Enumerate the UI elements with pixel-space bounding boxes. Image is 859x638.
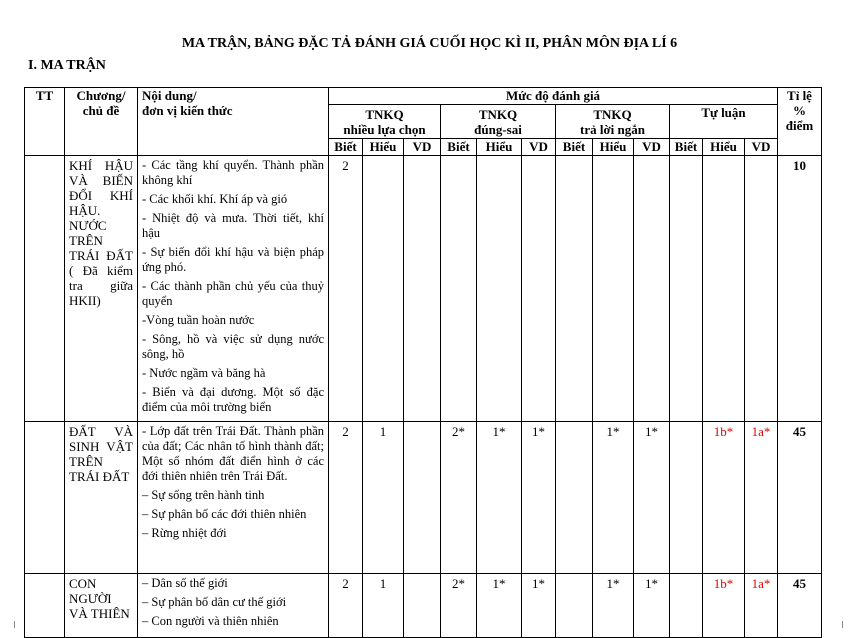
cell-count (556, 156, 593, 422)
content-item: - Các tầng khí quyển. Thành phần không khí (142, 158, 324, 187)
group-essay-line1: Tự luận (701, 105, 746, 120)
header-content-line2: đơn vị kiến thức (142, 103, 233, 118)
group-short-line2: trả lời ngắn (580, 121, 645, 137)
content-item: – Con người và thiên nhiên (142, 614, 279, 628)
header-tt: TT (25, 88, 65, 156)
row-chapter: KHÍ HẬU VÀ BIẾN ĐỔI KHÍ HẬU. NƯỚC TRÊN TRÁI ĐẤT ( Đã kiểm tra giữa HKII) (65, 156, 138, 422)
content-item: – Dân số thế giới (142, 576, 228, 590)
row-content (138, 156, 329, 422)
cell-count (556, 422, 593, 574)
sub-header: Hiểu (363, 139, 404, 156)
cell-count: 2* (441, 422, 477, 574)
sub-header: Biết (670, 139, 703, 156)
content-item: – Rừng nhiệt đới (142, 526, 227, 540)
cell-count: 2 (329, 422, 363, 574)
cell-count (522, 156, 556, 422)
table-row (25, 422, 822, 574)
content-item: -Vòng tuần hoàn nước (142, 313, 255, 327)
cell-count: 1* (522, 422, 556, 574)
cell-count: 1 (363, 422, 404, 574)
header-chapter (65, 88, 138, 156)
cell-count: 2 (329, 574, 363, 638)
header-group-essay (670, 105, 778, 139)
row-tt (25, 422, 65, 574)
content-item: - Sự biến đổi khí hậu và biện pháp ứng phó. (142, 245, 324, 274)
document-title: MA TRẬN, BẢNG ĐẶC TẢ ĐÁNH GIÁ CUỐI HỌC KÌ II, PHÂN MÔN ĐỊA LÍ 6 (181, 36, 678, 51)
cell-count (745, 156, 778, 422)
sub-header: Biết (329, 139, 363, 156)
cell-count (363, 156, 404, 422)
header-level: Mức độ đánh giá (329, 88, 778, 105)
content-item: – Sự sống trên hành tinh (142, 488, 265, 502)
cell-count (670, 422, 703, 574)
header-group-short (556, 105, 670, 139)
group-truefalse-line1: TNKQ (478, 106, 518, 122)
content-item: - Sông, hồ và việc sử dụng nước sông, hồ (142, 332, 324, 361)
header-percent-line1: Tỉ lệ (787, 88, 812, 103)
cell-count: 1* (477, 422, 522, 574)
header-percent-line3: điểm (785, 118, 814, 133)
sub-header: VD (404, 139, 441, 156)
cell-count: 1b* (703, 574, 745, 638)
group-mcq-line2: nhiều lựa chọn (343, 121, 426, 137)
cell-count (634, 156, 670, 422)
header-group-truefalse (441, 105, 556, 139)
cell-count: 1b* (703, 422, 745, 574)
sub-header: Hiểu (593, 139, 634, 156)
header-percent (778, 88, 822, 156)
sub-header: Biết (441, 139, 477, 156)
content-item: - Các thành phần chủ yếu của thuỷ quyển (142, 279, 324, 308)
cell-count: 2* (441, 574, 477, 638)
margin-tick (14, 621, 15, 628)
row-tt (25, 156, 65, 422)
content-item: – Sự phân bố các đới thiên nhiên (142, 507, 307, 521)
row-percent: 10 (778, 156, 822, 422)
header-group-mcq (329, 105, 441, 139)
cell-count: 1a* (745, 574, 778, 638)
matrix-table (24, 87, 822, 638)
content-item: - Nước ngầm và băng hà (142, 366, 266, 380)
cell-count: 1a* (745, 422, 778, 574)
group-mcq-line1: TNKQ (365, 106, 404, 122)
content-item: – Sự phân bố dân cư thế giới (142, 595, 287, 609)
sub-header: VD (522, 139, 556, 156)
sub-header: Hiểu (477, 139, 522, 156)
sub-header: Hiểu (703, 139, 745, 156)
row-content (138, 422, 329, 574)
cell-count (593, 156, 634, 422)
group-truefalse-line2: đúng-sai (474, 121, 522, 137)
header-content-line1: Nội dung/ (142, 88, 197, 103)
content-item: - Biển và đại dương. Một số đặc điểm của môi trường biển (142, 385, 324, 414)
sub-header: VD (745, 139, 778, 156)
header-chapter-line2: chủ đề (82, 103, 120, 118)
cell-count (441, 156, 477, 422)
content-item: - Nhiệt độ và mưa. Thời tiết, khí hậu (142, 211, 324, 240)
cell-count: 1* (634, 574, 670, 638)
cell-count: 1* (593, 574, 634, 638)
row-percent: 45 (778, 422, 822, 574)
cell-count: 1* (477, 574, 522, 638)
cell-count (404, 156, 441, 422)
row-percent: 45 (778, 574, 822, 638)
cell-count: 2 (329, 156, 363, 422)
cell-count (670, 156, 703, 422)
cell-count: 1* (522, 574, 556, 638)
content-item: - Các khối khí. Khí áp và gió (142, 192, 288, 206)
row-chapter: CON NGƯỜI VÀ THIÊN (65, 574, 138, 638)
cell-count: 1 (363, 574, 404, 638)
margin-tick (842, 621, 843, 628)
header-content (138, 88, 329, 156)
content-item: - Lớp đất trên Trái Đất. Thành phần của đất; Các nhân tố hình thành đất; Một số nhóm đất điển hình ở các đới thiên nhiên trên Trái Đất. (142, 424, 324, 483)
cell-count (404, 422, 441, 574)
cell-count: 1* (593, 422, 634, 574)
cell-count (703, 156, 745, 422)
header-chapter-line1: Chương/ (76, 88, 126, 103)
section-heading: I. MA TRẬN (28, 58, 106, 73)
table-row (25, 156, 822, 422)
row-chapter: ĐẤT VÀ SINH VẬT TRÊN TRÁI ĐẤT (65, 422, 138, 574)
cell-count (477, 156, 522, 422)
sub-header: Biết (556, 139, 593, 156)
header-percent-line2: % (793, 103, 806, 118)
group-short-line1: TNKQ (593, 106, 632, 122)
cell-count: 1* (634, 422, 670, 574)
sub-header: VD (634, 139, 670, 156)
